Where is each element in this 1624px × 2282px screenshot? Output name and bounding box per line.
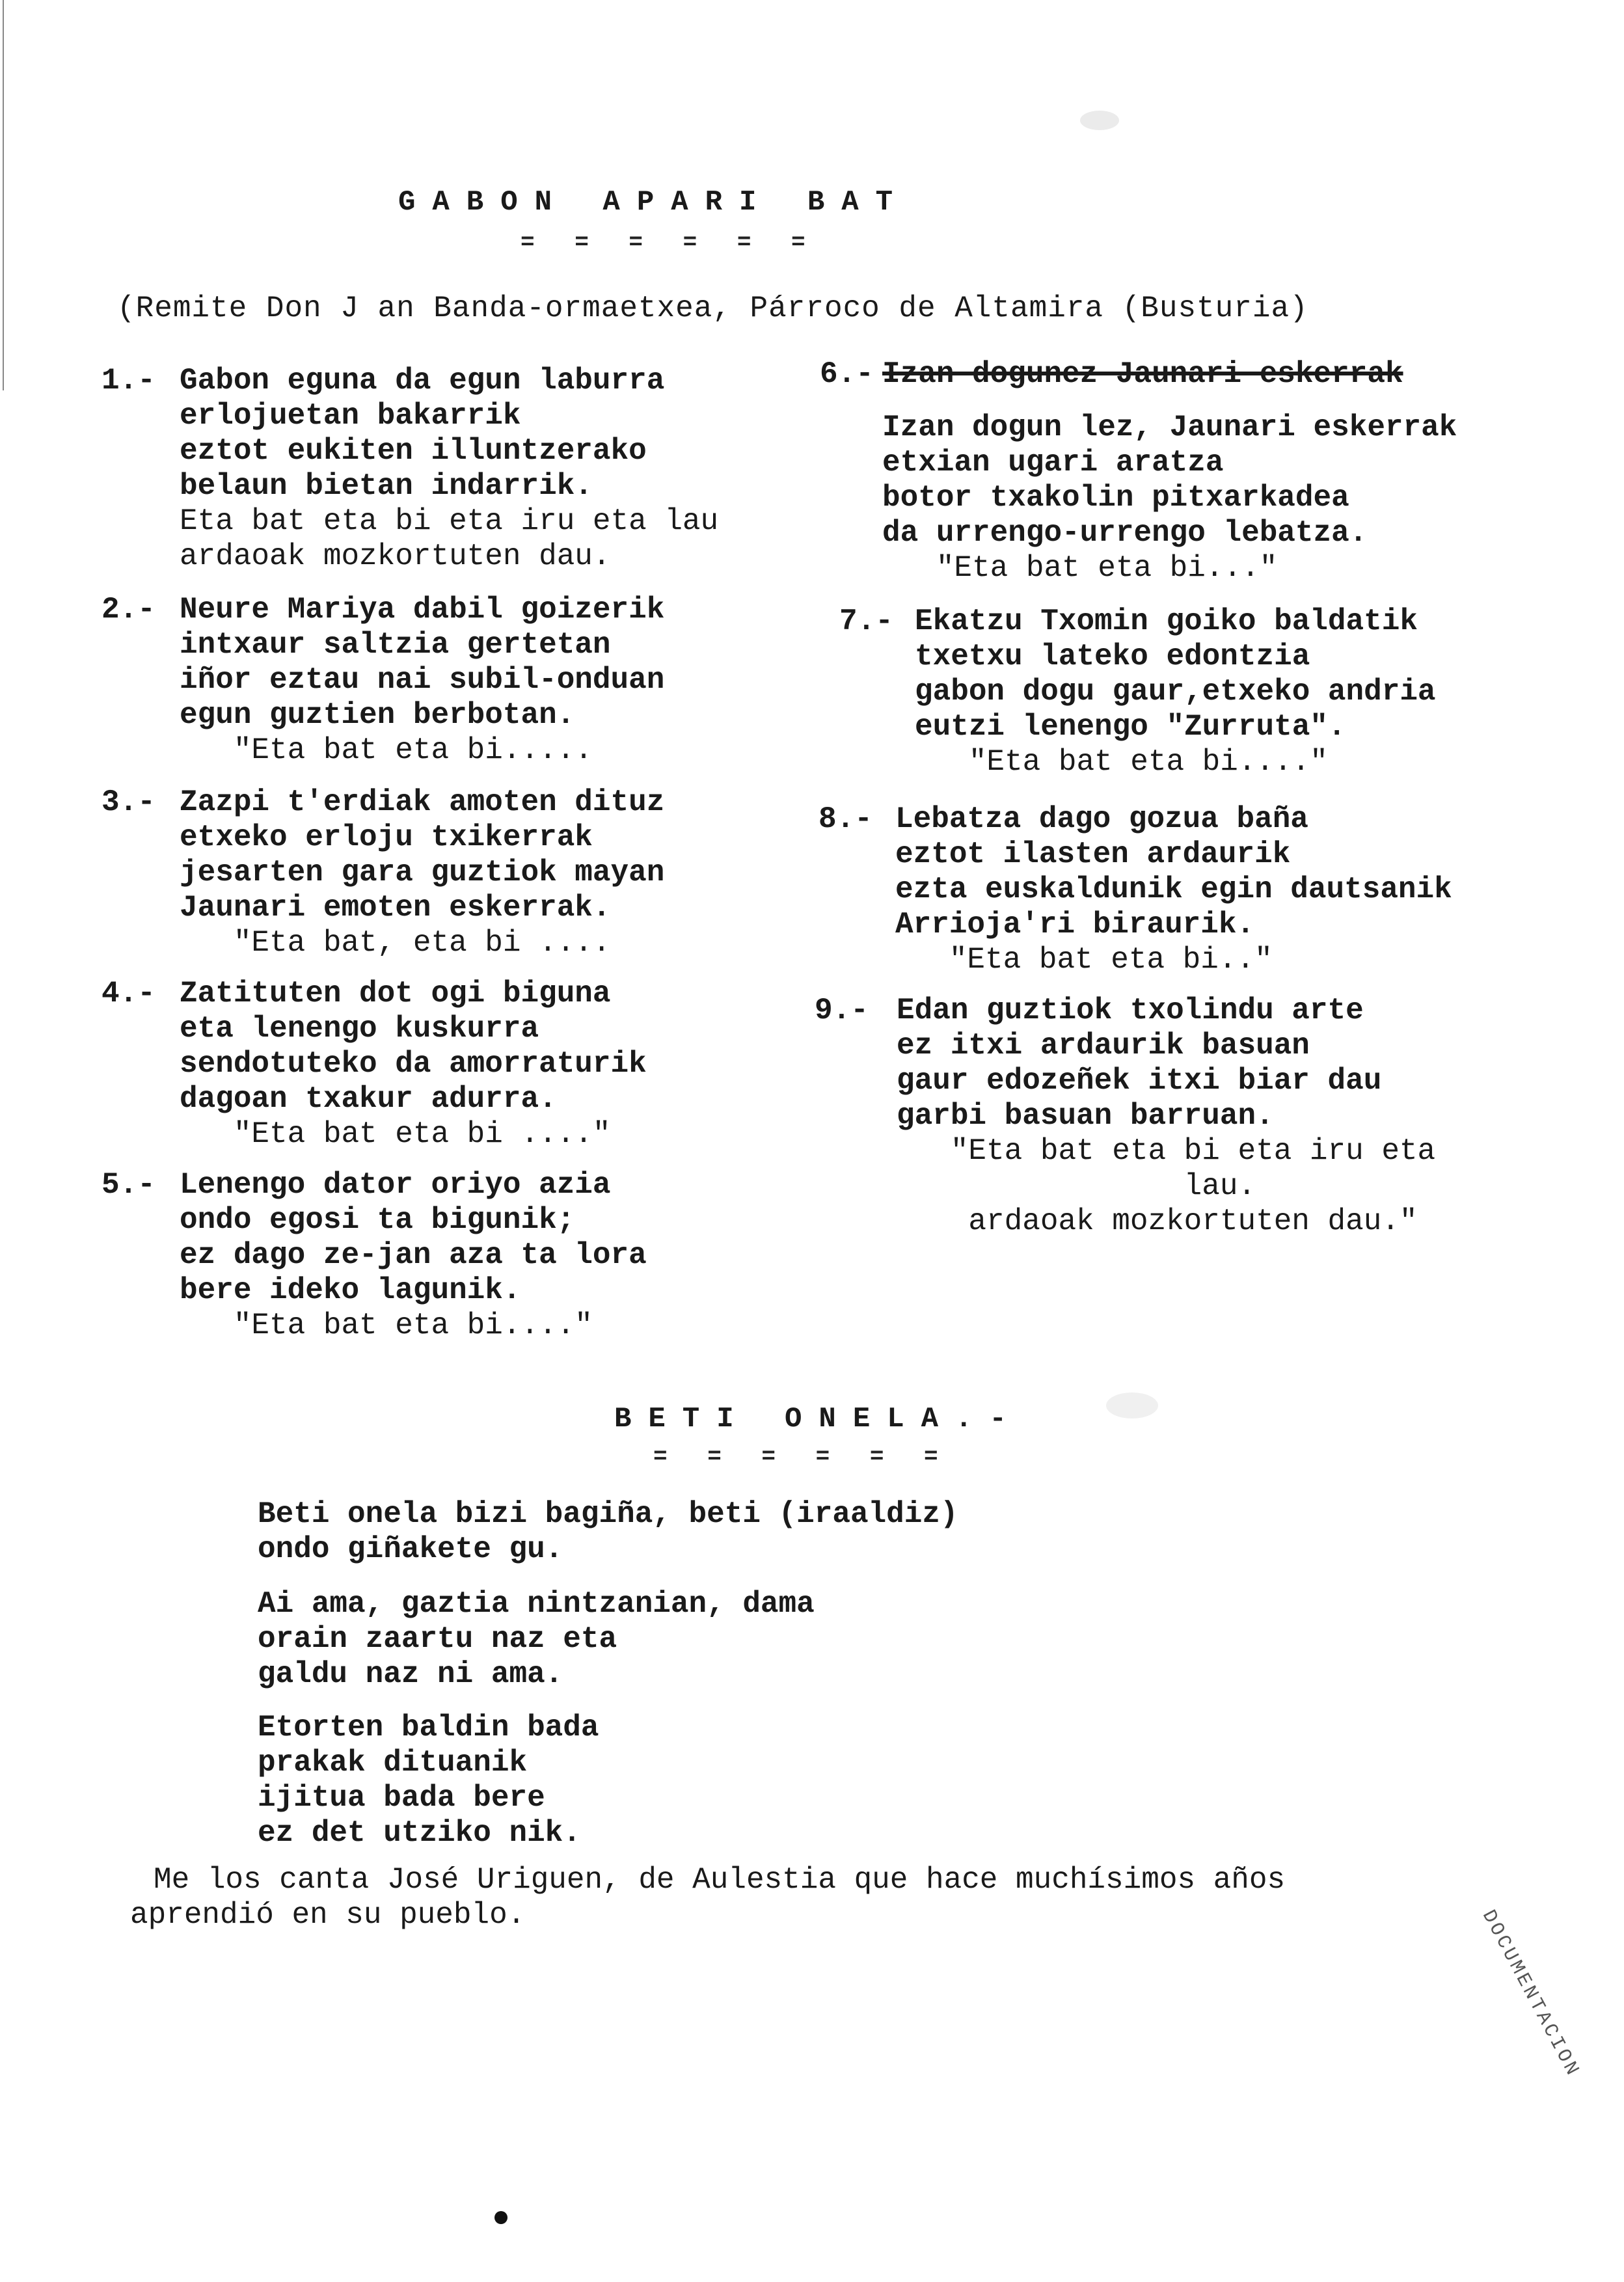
stanza-number: 4.-	[102, 977, 156, 1011]
stanza-number: 9.-	[815, 994, 869, 1027]
verse-line: eta lenengo kuskurra	[180, 1012, 539, 1046]
verse-line: lau.	[897, 1169, 1256, 1203]
stanza-number: 5.-	[102, 1168, 156, 1202]
verse-line: jesarten gara guztiok mayan	[180, 856, 665, 890]
verse-line: ondo giñakete gu.	[258, 1532, 563, 1566]
verse-line: ardaoak mozkortuten dau."	[897, 1204, 1418, 1238]
verse-line: erlojuetan bakarrik	[180, 399, 521, 433]
verse-line: garbi basuan barruan.	[897, 1099, 1274, 1133]
verse-line: ondo egosi ta bigunik;	[180, 1203, 575, 1237]
verse-line: Etorten baldin bada	[258, 1711, 599, 1745]
verse-line: eztot eukiten illuntzerako	[180, 434, 647, 468]
stanza-number: 7.-	[839, 604, 893, 638]
verse-line: gabon dogu gaur,etxeko andria	[915, 675, 1436, 709]
remite-line: (Remite Don J an Banda-ormaetxea, Párroco de Altamira (Busturia)	[117, 292, 1308, 325]
stanza-number: 6.-	[820, 357, 874, 391]
ink-dot	[494, 2211, 508, 2224]
stanza-lines	[180, 363, 718, 574]
verse-line: Arrioja'ri biraurik.	[895, 908, 1255, 942]
verse-line: txetxu lateko edontzia	[915, 640, 1310, 673]
stanza-lines	[915, 604, 1436, 780]
verse-line: prakak dituanik	[258, 1746, 528, 1780]
verse-line: belaun bietan indarrik.	[180, 469, 593, 503]
verse-line: Zazpi t'erdiak amoten dituz	[180, 785, 665, 819]
verse-line: Ai ama, gaztia nintzanian, dama	[258, 1587, 815, 1621]
verse-line: Izan dogun lez, Jaunari eskerrak	[882, 411, 1457, 444]
stanza-lines	[180, 592, 664, 768]
main-title: GABON APARI BAT	[398, 186, 910, 219]
verse-line: sendotuteko da amorraturik	[180, 1047, 647, 1081]
verse-line: eztot ilasten ardaurik	[895, 837, 1291, 871]
verse-line: Lenengo dator oriyo azia	[180, 1168, 611, 1202]
stanza-lines	[882, 357, 1457, 586]
scan-speck	[1080, 111, 1119, 130]
verse-line: dagoan txakur adurra.	[180, 1082, 557, 1116]
verse-line: egun guztien berbotan.	[180, 698, 575, 732]
stanza-lines	[895, 802, 1452, 977]
stanza-number: 1.-	[102, 364, 156, 398]
verse-line: bere ideko lagunik.	[180, 1273, 521, 1307]
second-title-underline: = = = = = =	[653, 1443, 951, 1470]
verse-line: "Eta bat eta bi..."	[882, 551, 1278, 585]
stanza-number: 3.-	[102, 785, 156, 819]
verse-line: Zatituten dot ogi biguna	[180, 977, 611, 1011]
verse-line: ezta euskaldunik egin dautsanik	[895, 873, 1452, 906]
verse-line: da urrengo-urrengo lebatza.	[882, 516, 1368, 550]
verse-line: etxeko erloju txikerrak	[180, 821, 593, 854]
verse-line: Lebatza dago gozua baña	[895, 802, 1308, 836]
verse-line: "Eta bat eta bi...."	[915, 745, 1328, 779]
verse-line: Gabon eguna da egun laburra	[180, 364, 665, 398]
archive-stamp: DOCUMENTACION	[1476, 1907, 1584, 2082]
verse-line: galdu naz ni ama.	[258, 1657, 563, 1691]
verse-line: "Eta bat eta bi ...."	[180, 1117, 611, 1151]
verse-line: ez itxi ardaurik basuan	[897, 1029, 1310, 1063]
verse-line: ez dago ze-jan aza ta lora	[180, 1238, 647, 1272]
stanza-lines	[180, 976, 647, 1152]
verse-line: iñor eztau nai subil-onduan	[180, 663, 665, 697]
verse-line: Edan guztiok txolindu arte	[897, 994, 1364, 1027]
verse-line: ardaoak mozkortuten dau.	[180, 539, 611, 573]
verse-line: etxian ugari aratza	[882, 446, 1224, 480]
verse-line: "Eta bat, eta bi ....	[180, 926, 611, 960]
verse-line: "Eta bat eta bi.."	[895, 943, 1273, 977]
verse-line: "Eta bat eta bi eta iru eta	[897, 1134, 1436, 1168]
verse-line: botor txakolin pitxarkadea	[882, 481, 1349, 515]
verse-line: ijitua bada bere	[258, 1781, 545, 1815]
note-line-2: aprendió en su pueblo.	[130, 1898, 526, 1932]
main-title-underline: = = = = = =	[521, 229, 819, 256]
verse-line: Neure Mariya dabil goizerik	[180, 593, 665, 627]
verse-line: intxaur saltzia gertetan	[180, 628, 611, 662]
stanza-lines	[180, 1167, 647, 1343]
stanza-lines	[180, 785, 664, 960]
scan-edge-mark	[3, 0, 4, 390]
verse-line: Beti onela bizi bagiña, beti (iraaldiz)	[258, 1497, 958, 1531]
verse-line: eutzi lenengo "Zurruta".	[915, 710, 1346, 744]
second-title: BETI ONELA.-	[614, 1403, 1023, 1435]
verse-line: Jaunari emoten eskerrak.	[180, 891, 611, 925]
note-line-1: Me los canta José Uriguen, de Aulestia que hace muchísimos años	[154, 1863, 1286, 1897]
verse-line: gaur edozeñek itxi biar dau	[897, 1064, 1382, 1098]
verse-line: ez det utziko nik.	[258, 1816, 581, 1850]
verse-line: Eta bat eta bi eta iru eta lau	[180, 504, 719, 538]
verse-line: "Eta bat eta bi.....	[180, 733, 593, 767]
struck-line: Izan dogunez Jaunari eskerrak	[882, 357, 1403, 391]
scan-speck	[1106, 1392, 1158, 1419]
verse-line: orain zaartu naz eta	[258, 1622, 617, 1656]
stanza-number: 2.-	[102, 593, 156, 627]
verse-line: Ekatzu Txomin goiko baldatik	[915, 604, 1418, 638]
stanza-number: 8.-	[819, 802, 873, 836]
verse-line: "Eta bat eta bi...."	[180, 1309, 593, 1342]
stanza-lines	[897, 993, 1435, 1239]
